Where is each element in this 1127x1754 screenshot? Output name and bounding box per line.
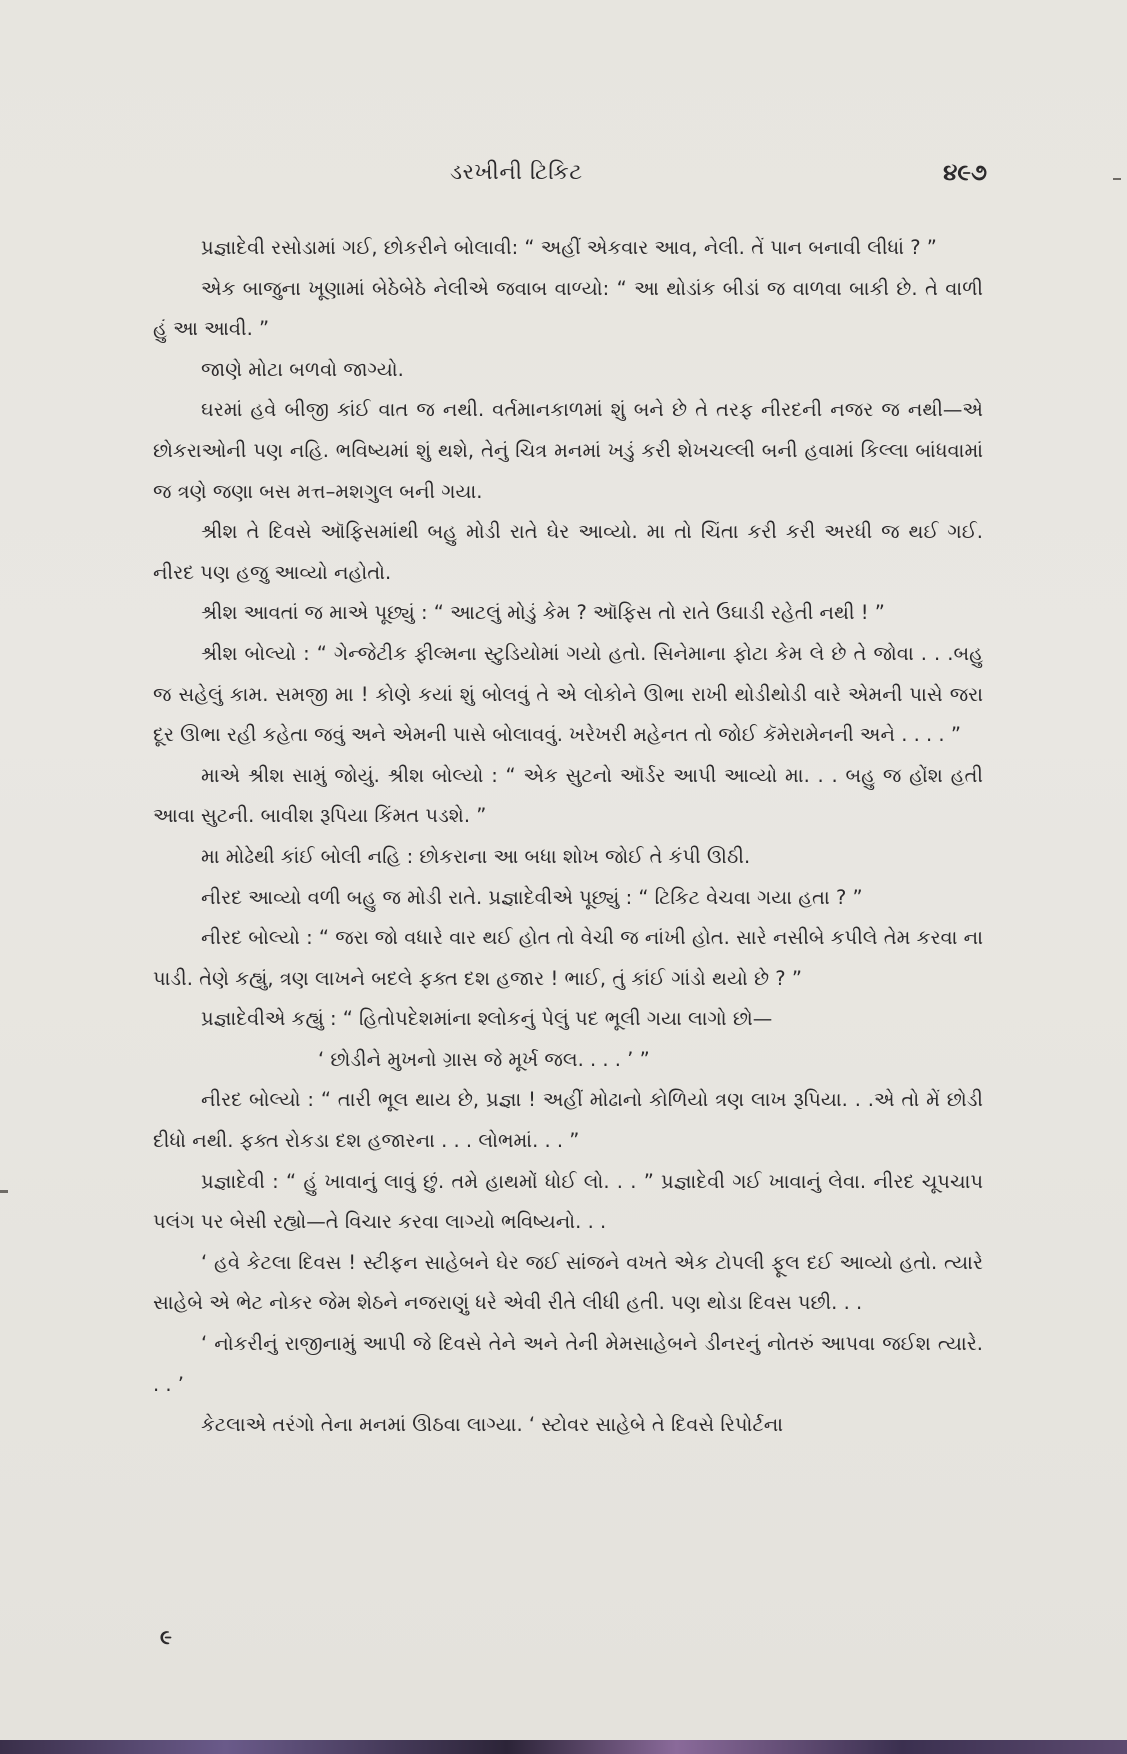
paragraph: મા મોઢેથી કાંઈ બોલી નહિ : છોકરાના આ બધા શોખ જોઈ તે કંપી ઊઠી. bbox=[201, 844, 751, 868]
paragraph: ‘ હવે કેટલા દિવસ ! સ્ટીફન સાહેબને ઘેર જઈ સાંજને વખતે એક ટોપલી ફૂલ દઈ આવ્યો હતો. ત્યારે સાહેબે એ ભેટ નોકર જેમ શેઠને નજરાણું ધરે એવી રીતે લીધી હતી. પણ થોડા દિવસ પછી. . . bbox=[153, 1250, 983, 1315]
edge-mark bbox=[0, 1190, 8, 1193]
paragraph: માએ શ્રીશ સામું જોયું. શ્રીશ બોલ્યો : “ એક સુટનો ઑર્ડર આપી આવ્યો મા. . . બહુ જ હોંશ હતી આવા સુટની. બાવીશ રૂપિયા કિંમત પડશે. ” bbox=[153, 763, 983, 828]
running-title: ડરખીની ટિકિટ bbox=[450, 160, 583, 185]
running-head bbox=[0, 160, 1127, 190]
scan-edge-strip bbox=[0, 1740, 1127, 1754]
paragraph: નીરદ બોલ્યો : “ જરા જો વધારે વાર થઈ હોત તો વેચી જ નાંખી હોત. સારે નસીબે કપીલે તેમ કરવા ના પાડી. તેણે કહ્યું, ત્રણ લાખને બદલે ફક્ત દશ હજાર ! ભાઈ, તું કાંઈ ગાંડો થયો છે ? ” bbox=[153, 926, 983, 990]
signature-mark: ૯ bbox=[160, 1625, 172, 1649]
paragraph: ‘ નોકરીનું રાજીનામું આપી જે દિવસે તેને અને તેની મેમસાહેબને ડીનરનું નોતરું આપવા જઈશ ત્યારે. . . ’ bbox=[153, 1332, 983, 1396]
paragraph: પ્રજ્ઞાદેવી : “ હું ખાવાનું લાવું છું. તમે હાથમોં ધોઈ લો. . . ” પ્રજ્ઞાદેવી ગઈ ખાવાનું લેવા. નીરદ ચૂપચાપ પલંગ પર બેસી રહ્યો—તે વિચાર કરવા લાગ્યો ભવિષ્યનો. . . bbox=[153, 1169, 983, 1234]
body-text bbox=[153, 228, 983, 1446]
paragraph: શ્રીશ તે દિવસે ઑફિસમાંથી બહુ મોડી રાતે ઘેર આવ્યો. મા તો ચિંતા કરી કરી અરધી જ થઈ ગઈ. નીરદ પણ હજુ આવ્યો નહોતો. bbox=[153, 520, 983, 584]
verse-line: ‘ છોડીને મુખનો ગ્રાસ જે મૂર્ખ જલ. . . . ’ ” bbox=[318, 1047, 650, 1071]
paragraph: એક બાજુના ખૂણામાં બેઠેબેઠે નેલીએ જવાબ વાળ્યો: “ આ થોડાંક બીડાં જ વાળવા બાકી છે. તે વાળી હું આ આવી. ” bbox=[153, 276, 983, 341]
paragraph: ઘરમાં હવે બીજી કાંઈ વાત જ નથી. વર્તમાનકાળમાં શું બને છે તે તરફ નીરદની નજર જ નથી—એ છોકરાઓની પણ નહિ. ભવિષ્યમાં શું થશે, તેનું ચિત્ર મનમાં ખડું કરી શેખચલ્લી બની હવામાં કિલ્લા બાંધવામાં જ ત્રણે જણા બસ મત્ત–મશગુલ બની ગયા. bbox=[153, 398, 983, 503]
page-number: ૪૯૭ bbox=[943, 160, 987, 186]
paragraph: જાણે મોટા બળવો જાગ્યો. bbox=[201, 357, 404, 381]
paragraph: શ્રીશ બોલ્યો : “ ગેન્જેટીક ફીલ્મના સ્ટુડિયોમાં ગયો હતો. સિનેમાના ફોટા કેમ લે છે તે જોવા . . .બહુ જ સહેલું કામ. સમજી મા ! કોણે કયાં શું બોલવું તે એ લોકોને ઊભા રાખી થોડીથોડી વારે એમની પાસે જરા દૂર ઊભા રહી કહેતા જવું અને એમની પાસે બોલાવવું. ખરેખરી મહેનત તો જોઈ કૅમેરામેનની અને . . . . ” bbox=[153, 641, 983, 747]
paragraph: પ્રજ્ઞાદેવીએ કહ્યું : “ હિતોપદેશમાંના શ્લોકનું પેલું પદ ભૂલી ગયા લાગો છો— bbox=[201, 1007, 773, 1031]
paragraph: નીરદ બોલ્યો : “ તારી ભૂલ થાય છે, પ્રજ્ઞા ! અહીં મોઢાનો કોળિયો ત્રણ લાખ રૂપિયા. . .એ તો મેં છોડી દીધો નથી. ફક્ત રોકડા દશ હજારના . . . લોભમાં. . . ” bbox=[153, 1088, 983, 1153]
paragraph: કેટલાએ તરંગો તેના મનમાં ઊઠવા લાગ્યા. ‘ સ્ટોવર સાહેબે તે દિવસે રિપોર્ટના bbox=[201, 1413, 784, 1437]
paragraph: પ્રજ્ઞાદેવી રસોડામાં ગઈ, છોકરીને બોલાવી: “ અહીં એકવાર આવ, નેલી. તેં પાન બનાવી લીધાં ? ” bbox=[201, 236, 937, 259]
paragraph: શ્રીશ આવતાં જ માએ પૂછ્યું : “ આટલું મોડું કેમ ? ઑફિસ તો રાતે ઉઘાડી રહેતી નથી ! ” bbox=[201, 601, 885, 625]
paragraph: નીરદ આવ્યો વળી બહુ જ મોડી રાતે. પ્રજ્ઞાદેવીએ પૂછ્યું : “ ટિકિટ વેચવા ગયા હતા ? ” bbox=[201, 885, 863, 909]
